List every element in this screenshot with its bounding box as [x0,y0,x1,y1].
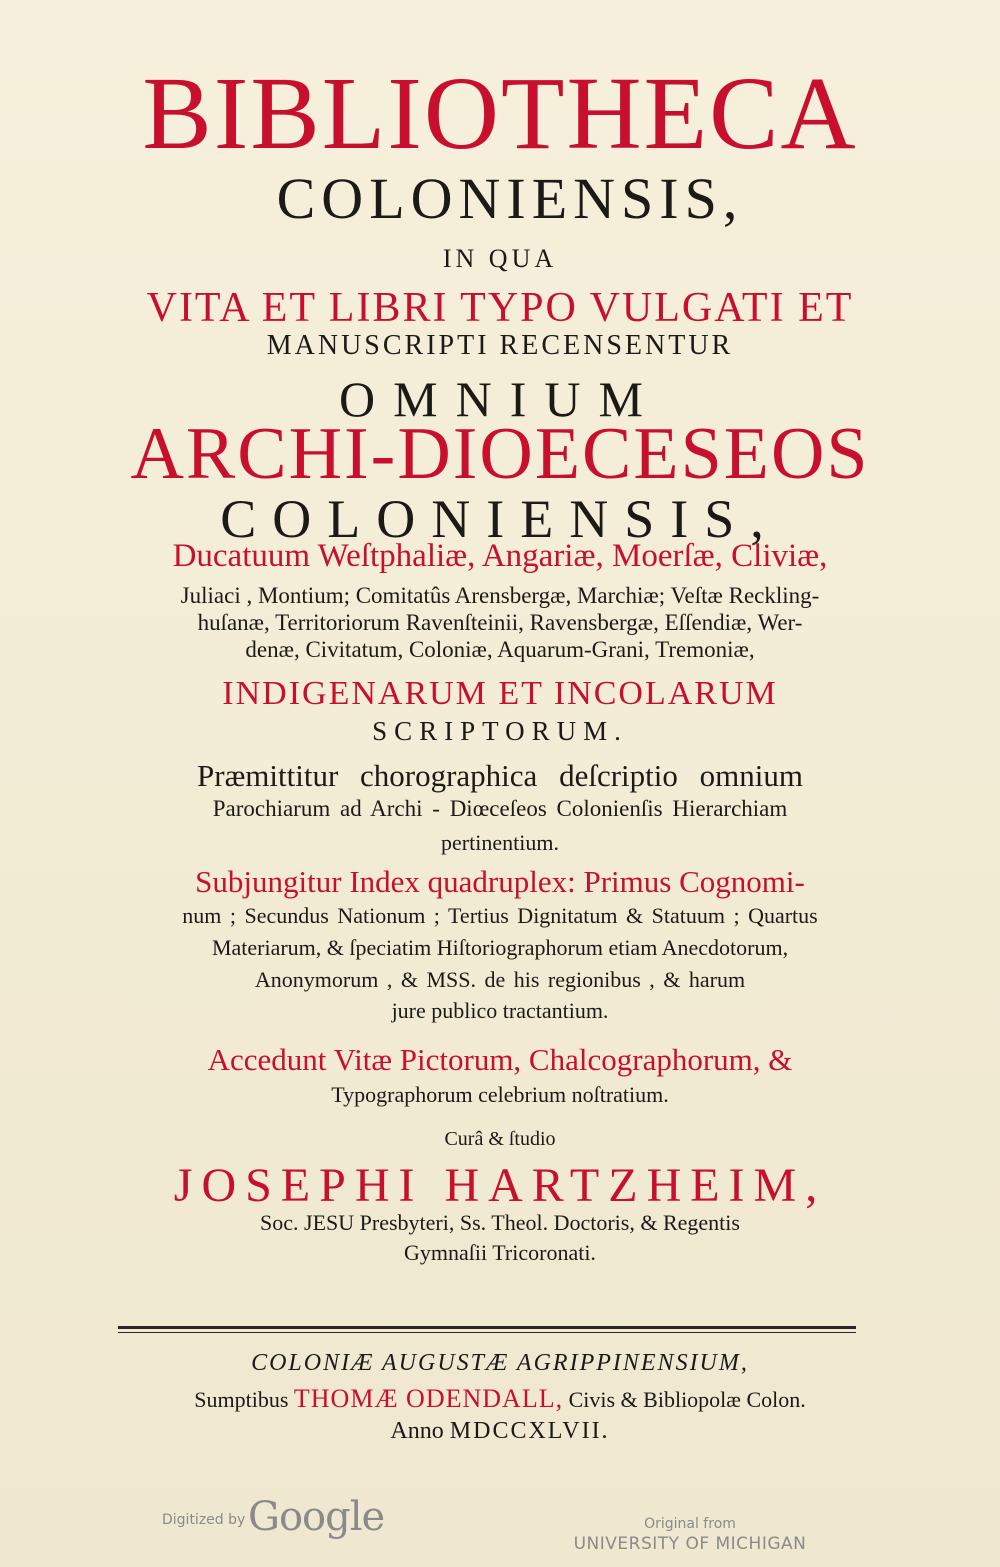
cura-line: Curâ & ſtudio [444,1128,556,1150]
pertinentium-line: pertinentium. [441,830,559,855]
omnium-line: OMNIUM [339,371,661,427]
year-roman: MDCCXLVII. [449,1418,610,1444]
regions-line-b: huſanæ, Territoriorum Ravenſteinii, Ravensbergæ, Eſſendiæ, Wer- [197,610,803,635]
institution-label: UNIVERSITY OF MICHIGAN [573,1534,807,1554]
google-logo: Google [248,1494,385,1540]
ducatuum-line: Ducatuum Weſtphaliæ, Angariæ, Moerſæ, Cliviæ, [172,538,828,574]
accedunt-line: Accedunt Vitæ Pictorum, Chalcographorum, & [207,1042,793,1077]
imprint-city: COLONIÆ AUGUSTÆ AGRIPPINENSIUM, [251,1350,749,1376]
original-from-label: Original from [644,1516,736,1532]
imprint-publisher-line [0,1384,1000,1414]
double-rule-top [118,1326,856,1329]
in-qua-line: IN QUA [442,244,558,273]
civis-label: Civis & Bibliopolæ Colon. [568,1387,806,1412]
sumptibus-label: Sumptibus [194,1387,289,1412]
gymnasii-line: Gymnaſii Tricoronati. [404,1240,596,1265]
imprint-year-line [0,1418,1000,1445]
regions-line-c: denæ, Civitatum, Coloniæ, Aquarum-Grani, Tremoniæ, [245,637,755,662]
index-line-4: jure publico tractantium. [391,998,609,1023]
indigenarum-line: INDIGENARUM ET INCOLARUM [222,675,778,712]
author-name: JOSEPHI HARTZHEIM, [173,1159,827,1212]
author-title-line: Soc. JESU Presbyteri, Ss. Theol. Doctoris, & Regentis [260,1210,740,1235]
digitized-by-label: Digitized by [162,1512,246,1528]
praemittitur-line: Præmittitur chorographica deſcriptio omnium [197,758,803,793]
anno-label: Anno [390,1418,444,1444]
subjungitur-line: Subjungitur Index quadruplex: Primus Cognomi- [195,864,805,899]
main-title-coloniensis: COLONIENSIS, [276,166,744,231]
double-rule-bottom [118,1332,856,1333]
vita-et-libri-line: VITA ET LIBRI TYPO VULGATI ET [146,285,854,331]
index-line-3: Anonymorum , & MSS. de his regionibus , & harum [254,967,746,992]
archi-dioeceseos-line: ARCHI-DIOECESEOS [130,413,870,495]
coloniensis-line: COLONIENSIS, [220,489,780,549]
index-line-2: Materiarum, & ſpeciatim Hiſtoriographorum etiam Anecdotorum, [211,935,789,960]
parochiarum-line: Parochiarum ad Archi - Diœceſeos Colonienſis Hierarchiam [212,796,788,821]
regions-line-a: Juliaci , Montium; Comitatûs Arensbergæ, Marchiæ; Veſtæ Reckling- [180,583,820,608]
printer-name: THOMÆ ODENDALL, [293,1384,564,1413]
scriptorum-line: SCRIPTORUM. [372,716,628,746]
typographorum-line: Typographorum celebrium noſtratium. [331,1082,669,1107]
index-line-1: num ; Secundus Nationum ; Tertius Dignitatum & Statuum ; Quartus [182,903,818,928]
manuscripti-line: MANUSCRIPTI RECENSENTUR [266,330,734,361]
main-title: BIBLIOTHECA [142,56,858,171]
